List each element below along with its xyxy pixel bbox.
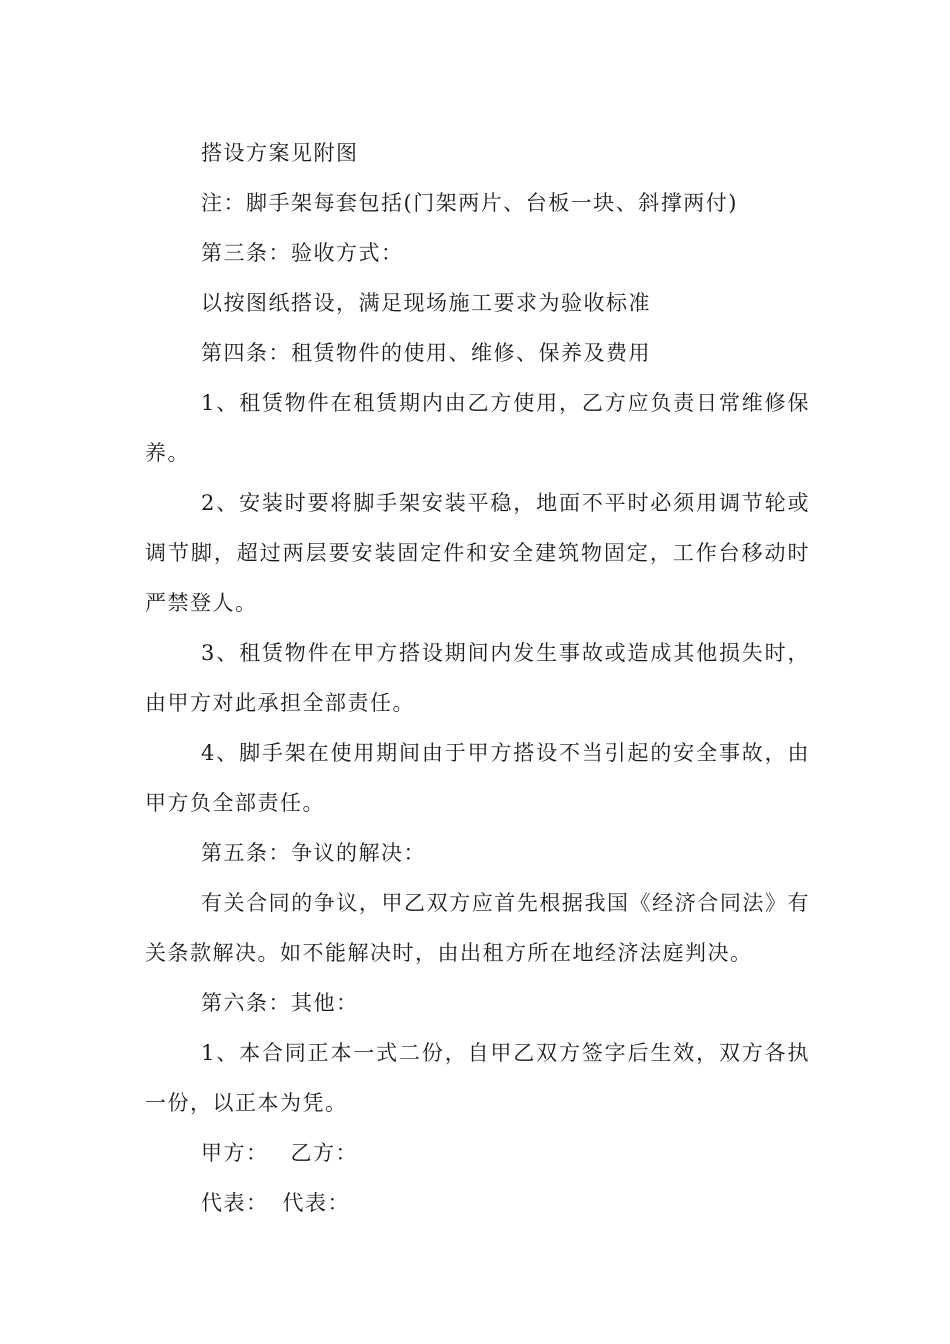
party-b-label: 乙方： <box>290 1141 358 1165</box>
document-body <box>145 128 810 1228</box>
paragraph-clause-4-4: 4、脚手架在使用期间由于甲方搭设不当引起的安全事故，由甲方负全部责任。 <box>145 741 810 815</box>
heading-article-6: 第六条：其他： <box>201 991 359 1015</box>
paragraph-clause-4-3: 3、租赁物件在甲方搭设期间内发生事故或造成其他损失时，由甲方对此承担全部责任。 <box>145 641 810 715</box>
paragraph-acceptance: 以按图纸搭设，满足现场施工要求为验收标准 <box>201 291 651 315</box>
paragraph-scaffold-plan: 搭设方案见附图 <box>201 141 359 165</box>
paragraph-note: 注：脚手架每套包括(门架两片、台板一块、斜撑两付) <box>201 191 738 215</box>
signature-representative-row <box>145 1178 810 1228</box>
paragraph-dispute: 有关合同的争议，甲乙双方应首先根据我国《经济合同法》有关条款解决。如不能解决时，由出租方所在地经济法庭判决。 <box>145 891 810 965</box>
paragraph-clause-6-1: 1、本合同正本一式二份，自甲乙双方签字后生效，双方各执一份，以正本为凭。 <box>145 1041 810 1115</box>
party-a-label: 甲方： <box>201 1141 269 1165</box>
heading-article-5: 第五条：争议的解决： <box>201 841 426 865</box>
paragraph-clause-4-2: 2、安装时要将脚手架安装平稳，地面不平时必须用调节轮或调节脚，超过两层要安装固定件和安全建筑物固定，工作台移动时严禁登人。 <box>145 491 810 615</box>
paragraph-clause-4-1: 1、租赁物件在租赁期内由乙方使用，乙方应负责日常维修保养。 <box>145 391 810 465</box>
rep-b-label: 代表： <box>282 1191 350 1215</box>
heading-article-4: 第四条：租赁物件的使用、维修、保养及费用 <box>201 341 651 365</box>
signature-party-row <box>145 1128 810 1178</box>
heading-article-3: 第三条：验收方式： <box>201 241 404 265</box>
rep-a-label: 代表： <box>201 1191 269 1215</box>
